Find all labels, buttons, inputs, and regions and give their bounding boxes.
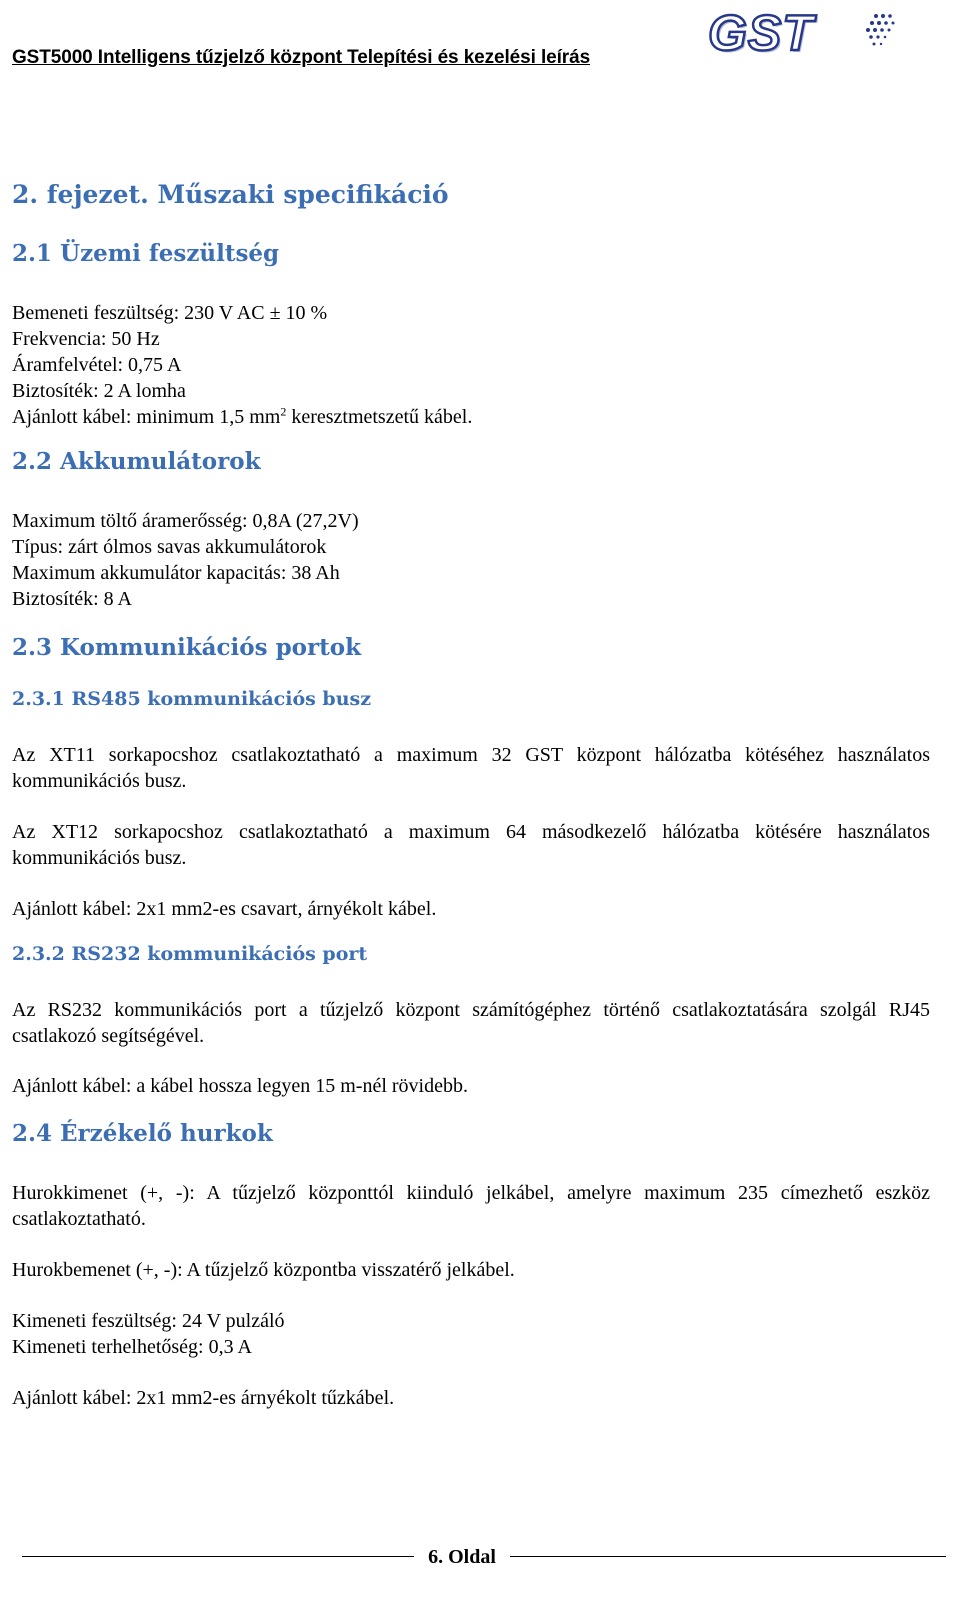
section-2-4-title: 2.4 Érzékelő hurkok: [12, 1120, 273, 1147]
section-2-1-body: [12, 300, 930, 430]
spec-line: Maximum akkumulátor kapacitás: 38 Ah: [12, 562, 340, 584]
spec-line: Biztosíték: 2 A lomha: [12, 380, 186, 402]
spec-line: Típus: zárt ólmos savas akkumulátorok: [12, 536, 327, 558]
chapter-title: 2. fejezet. Műszaki specifikáció: [12, 180, 449, 209]
cable-suffix: keresztmetszetű kábel.: [286, 406, 473, 428]
section-2-2-title: 2.2 Akkumulátorok: [12, 448, 261, 475]
paragraph: Hurokkimenet (+, -): A tűzjelző központtól kiinduló jelkábel, amelyre maximum 235 címezhető eszköz csatlakoztatható.: [12, 1182, 930, 1230]
spec-line-cable: [12, 404, 930, 430]
section-2-3-2-title: 2.3.2 RS232 kommunikációs port: [12, 943, 368, 965]
paragraph: Ajánlott kábel: a kábel hossza legyen 15 m-nél rövidebb.: [12, 1075, 468, 1097]
paragraph: Az XT12 sorkapocshoz csatlakoztatható a maximum 64 másodkezelő hálózatba kötésére használatos kommunikációs busz.: [12, 821, 930, 869]
section-2-3-1-title: 2.3.1 RS485 kommunikációs busz: [12, 688, 372, 710]
cable-prefix: Ajánlott kábel: minimum 1,5 mm: [12, 406, 281, 428]
footer-rule-left: [22, 1556, 414, 1557]
paragraph: Ajánlott kábel: 2x1 mm2-es csavart, árnyékolt kábel.: [12, 898, 437, 920]
footer-rule-right: [510, 1556, 946, 1557]
spec-line: Maximum töltő áramerősség: 0,8A (27,2V): [12, 510, 359, 532]
section-2-2-body: [12, 508, 930, 612]
logo-dot-pattern-icon: [828, 12, 898, 56]
paragraph: Ajánlott kábel: 2x1 mm2-es árnyékolt tűzkábel.: [12, 1387, 395, 1409]
spec-line: Frekvencia: 50 Hz: [12, 328, 160, 350]
section-2-3-title: 2.3 Kommunikációs portok: [12, 634, 362, 661]
page-number: 6. Oldal: [428, 1546, 496, 1568]
spec-line: Kimeneti feszültség: 24 V pulzáló: [12, 1310, 285, 1332]
output-spec-block: [12, 1308, 930, 1360]
section-2-1-title: 2.1 Üzemi feszültség: [12, 240, 280, 267]
spec-line: Biztosíték: 8 A: [12, 588, 132, 610]
paragraph: Az XT11 sorkapocshoz csatlakoztatható a maximum 32 GST központ hálózatba kötéséhez használatos kommunikációs busz.: [12, 744, 930, 792]
spec-line: Áramfelvétel: 0,75 A: [12, 354, 182, 376]
logo-text: GST: [708, 5, 814, 61]
document-header-title: GST5000 Intelligens tűzjelző központ Telepítési és kezelési leírás: [12, 47, 591, 68]
paragraph: Az RS232 kommunikációs port a tűzjelző központ számítógéphez történő csatlakoztatására szolgál RJ45 csatlakozó segítségével.: [12, 999, 930, 1047]
gst-logo: [708, 5, 908, 61]
cable-superscript: 2: [280, 404, 287, 419]
paragraph: Hurokbemenet (+, -): A tűzjelző központba visszatérő jelkábel.: [12, 1259, 515, 1281]
spec-line: Bemeneti feszültség: 230 V AC ± 10 %: [12, 302, 328, 324]
spec-line: Kimeneti terhelhetőség: 0,3 A: [12, 1336, 252, 1358]
